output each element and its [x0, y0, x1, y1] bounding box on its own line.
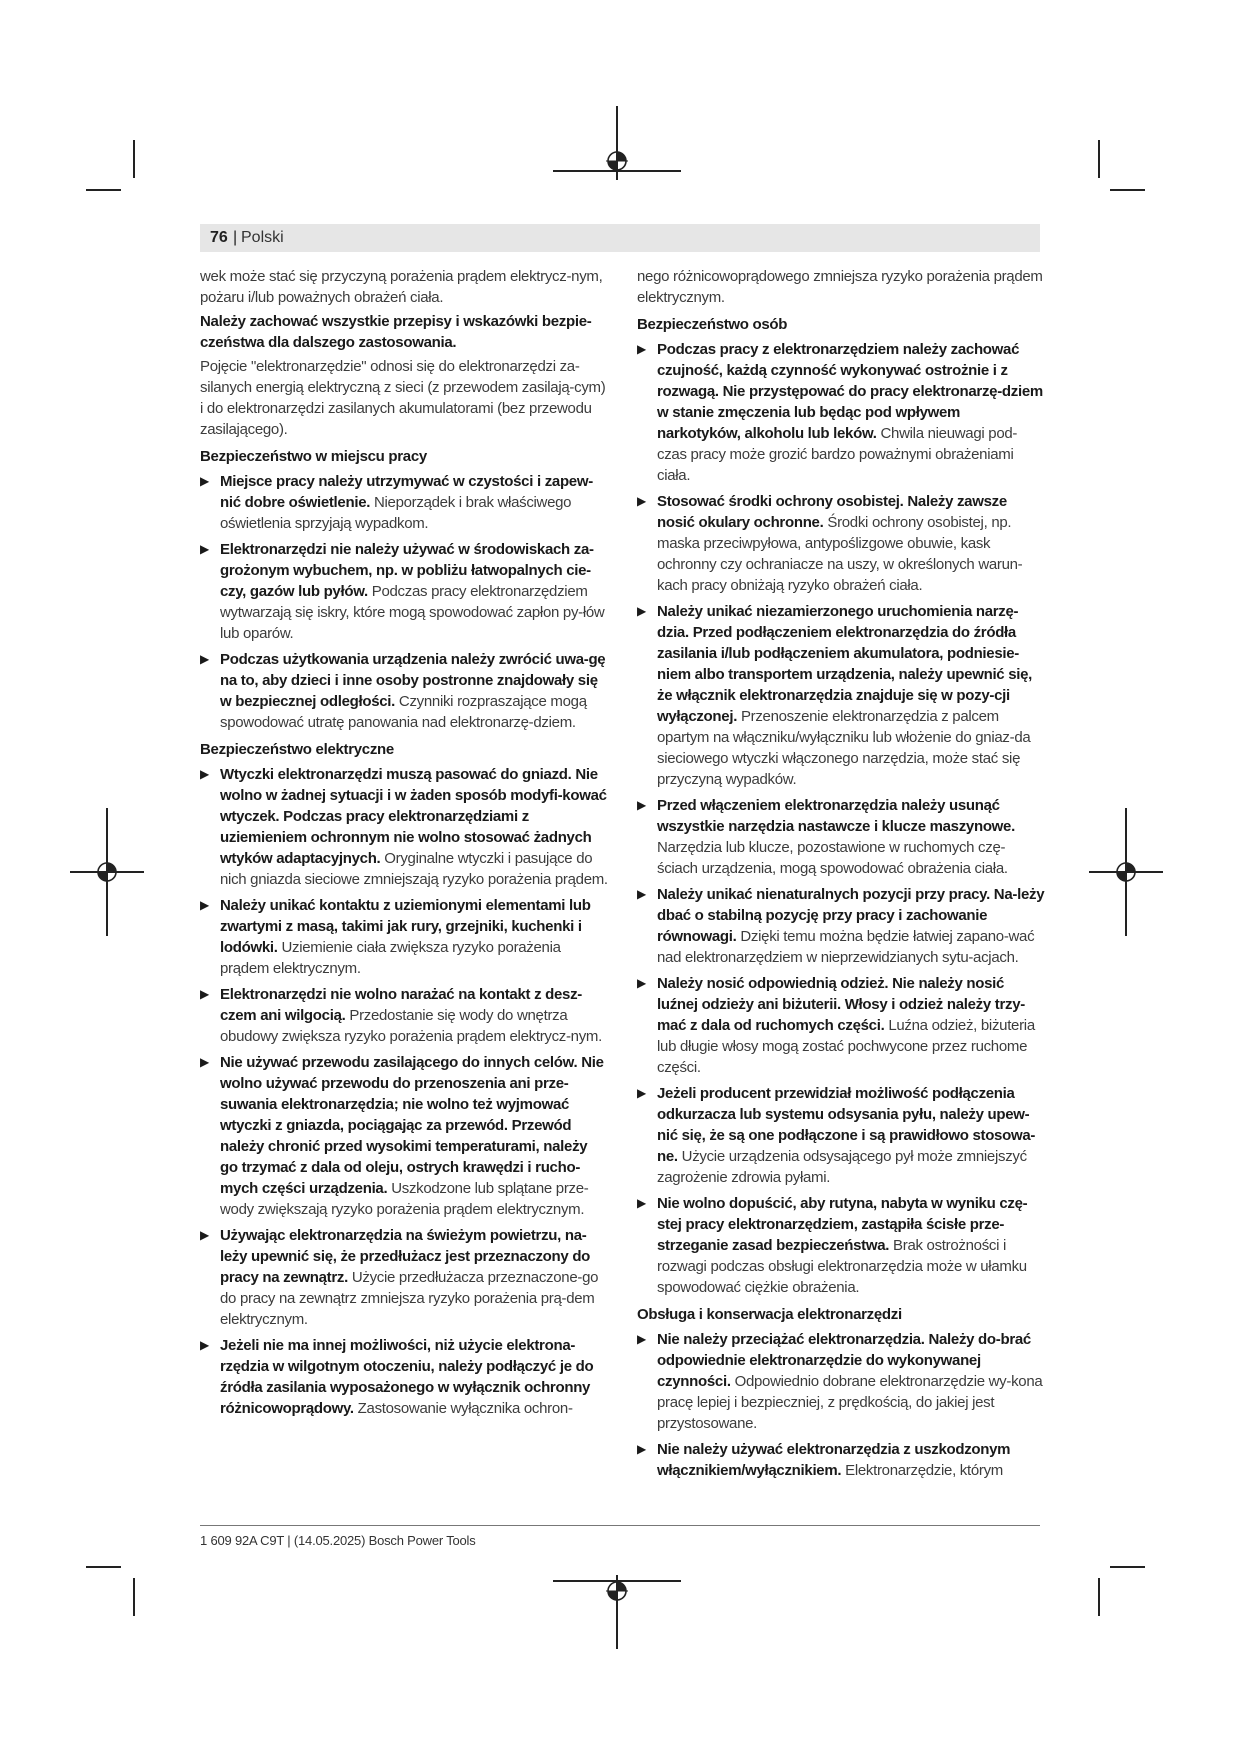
list-item: ▶ Używając elektronarzędzia na świeżym powietrzu, na-leży upewnić się, że przedłużacz jest przeznaczony do pracy na zewnątrz. Użycie przedłużacza przeznaczone-go do pracy na zewnątrz zmniejsza ryzyko porażenia prą-dem elektrycznym. — [200, 1227, 599, 1328]
list-item: ▶ Nie należy używać elektronarzędzia z uszkodzonym włącznikiem/wyłącznikiem. Elektronarzędzie, którym — [637, 1441, 1011, 1479]
crop-mark — [1110, 189, 1145, 191]
bullet-icon: ▶ — [637, 1196, 646, 1210]
paragraph: Należy zachować wszystkie przepisy i wskazówki bezpie-czeństwa dla dalszego zastosowania. — [200, 313, 592, 351]
bullet-icon: ▶ — [200, 474, 209, 488]
paragraph: nego różnicowoprądowego zmniejsza ryzyko porażenia prądem elektrycznym. — [637, 268, 1043, 306]
list-item: ▶ Stosować środki ochrony osobistej. Należy zawsze nosić okulary ochronne. Środki ochrony osobistej, np. maska przeciwpyłowa, antypoślizgowe obuwie, kask ochronny czy ochraniacze na uszy, w określonych warun-kach pracy obniżają ryzyko obrażeń ciała. — [637, 493, 1023, 594]
bullet-icon: ▶ — [637, 887, 646, 901]
list-item: ▶ Wtyczki elektronarzędzi muszą pasować do gniazd. Nie wolno w żadnej sytuacji i w żaden sposób modyfi-kować wtyczek. Podczas pracy elektronarzędziami z uziemieniem ochronnym nie wolno stosować żadnych wtyków adaptacyjnych. Oryginalne wtyczki i pasujące do nich gniazda sieciowe zmniejszają ryzyko porażenia prądem. — [200, 766, 608, 888]
page-number: 76 — [210, 229, 228, 246]
list-item: ▶ Należy unikać niezamierzonego uruchomienia narzę-dzia. Przed podłączeniem elektronarzędzia do źródła zasilania i/lub podłączeniem akumulatora, podniesie-niem albo transportem urządzenia, należy upewnić się, że włącznik elektronarzędzia znajduje się w pozy-cji wyłączonej. Przenoszenie elektronarzędzia z palcem opartym na włączniku/wyłączniku lub włożenie do gniaz-da sieciowego wtyczki włączonego narzędzia, może stać się przyczyną wypadków. — [637, 603, 1033, 788]
list-item: ▶ Należy unikać nienaturalnych pozycji przy pracy. Na-leży dbać o stabilną pozycję przy pracy i zachowanie równowagi. Dzięki temu można będzie łatwiej zapano-wać nad elektronarzędziem w nieprzewidzianych sytu-acjach. — [637, 886, 1045, 966]
section-heading-personal-safety: Bezpieczeństwo osób — [637, 316, 788, 333]
list-item: ▶ Podczas pracy z elektronarzędziem należy zachować czujność, każdą czynność wykonywać ostrożnie i z rozwagą. Nie przystępować do pracy elektronarzę-dziem w stanie zmęczenia lub będąc pod wpływem narkotyków, alkoholu lub leków. Chwila nieuwagi pod-czas pracy może grozić bardzo poważnymi obrażeniami ciała. — [637, 341, 1043, 484]
list-item: ▶ Należy nosić odpowiednią odzież. Nie należy nosić luźnej odzieży ani biżuterii. Włosy i odzież należy trzy-mać z dala od ruchomych części. Luźna odzież, biżuteria lub długie włosy mogą zostać pochwycone przez ruchome części. — [637, 975, 1035, 1076]
registration-mark-icon — [1115, 861, 1137, 883]
bullet-icon: ▶ — [200, 1055, 209, 1069]
left-column — [200, 266, 608, 1424]
footer-text: 1 609 92A C9T | (14.05.2025) Bosch Power Tools — [200, 1533, 476, 1548]
list-item: ▶ Podczas użytkowania urządzenia należy zwrócić uwa-gę na to, aby dzieci i inne osoby postronne znajdowały się w bezpiecznej odległości. Czynniki rozpraszające mogą spowodować utratę panowania nad elektronarzę-dziem. — [200, 651, 606, 731]
crop-mark — [133, 140, 135, 178]
right-column — [637, 266, 1045, 1486]
crop-mark — [1098, 140, 1100, 178]
crop-mark — [1098, 1578, 1100, 1616]
paragraph: wek może stać się przyczyną porażenia prądem elektrycz-nym, pożaru i/lub poważnych obrażeń ciała. — [200, 268, 603, 306]
bullet-icon: ▶ — [200, 898, 209, 912]
bullet-icon: ▶ — [637, 798, 646, 812]
bullet-icon: ▶ — [200, 767, 209, 781]
list-item: ▶ Należy unikać kontaktu z uziemionymi elementami lub zwartymi z masą, takimi jak rury, grzejniki, kuchenki i lodówki. Uziemienie ciała zwiększa ryzyko porażenia prądem elektrycznym. — [200, 897, 591, 977]
paragraph: Pojęcie "elektronarzędzie" odnosi się do elektronarzędzi za-silanych energią elektryczną z sieci (z przewodem zasilają-cym) i do elektronarzędzi zasilanych akumulatorami (bez przewodu zasilającego). — [200, 358, 606, 438]
list-item: ▶ Elektronarzędzi nie wolno narażać na kontakt z desz-czem ani wilgocią. Przedostanie się wody do wnętrza obudowy zwiększa ryzyko porażenia prądem elektrycz-nym. — [200, 986, 602, 1045]
registration-mark-icon — [96, 861, 118, 883]
crop-mark — [133, 1578, 135, 1616]
list-item: ▶ Miejsce pracy należy utrzymywać w czystości i zapew-nić dobre oświetlenie. Nieporządek i brak właściwego oświetlenia sprzyjają wypadkom. — [200, 473, 593, 532]
list-item: ▶ Elektronarzędzi nie należy używać w środowiskach za-grożonym wybuchem, np. w pobliżu łatwopalnych cie-czy, gazów lub pyłów. Podczas pracy elektronarzędziem wytwarzają się iskry, które mogą spowodować zapłon py-łów lub oparów. — [200, 541, 605, 642]
registration-mark-icon — [606, 1580, 628, 1602]
header-language: Polski — [241, 229, 284, 246]
crop-mark — [1110, 1566, 1145, 1568]
crop-mark — [86, 1566, 121, 1568]
crop-mark — [86, 189, 121, 191]
bullet-icon: ▶ — [637, 342, 646, 356]
list-item: ▶ Jeżeli nie ma innej możliwości, niż użycie elektrona-rzędzia w wilgotnym otoczeniu, należy podłączyć je do źródła zasilania wyposażonego w wyłącznik ochronny różnicowoprądowy. Zastosowanie wyłącznika ochron- — [200, 1337, 594, 1417]
section-heading-work-area: Bezpieczeństwo w miejscu pracy — [200, 448, 427, 465]
bullet-icon: ▶ — [637, 1332, 646, 1346]
footer-divider — [200, 1525, 1040, 1526]
registration-mark-icon — [606, 150, 628, 172]
bullet-icon: ▶ — [637, 976, 646, 990]
bullet-icon: ▶ — [637, 494, 646, 508]
header-separator: | — [233, 229, 238, 246]
bullet-icon: ▶ — [200, 542, 209, 556]
bullet-icon: ▶ — [200, 1338, 209, 1352]
bullet-icon: ▶ — [200, 987, 209, 1001]
bullet-icon: ▶ — [637, 604, 646, 618]
bullet-icon: ▶ — [200, 652, 209, 666]
list-item: ▶ Jeżeli producent przewidział możliwość podłączenia odkurzacza lub systemu odsysania pyłu, należy upew-nić się, że są one podłączone i są prawidłowo stosowa-ne. Użycie urządzenia odsysającego pył może zmniejszyć zagrożenie zdrowia pyłami. — [637, 1085, 1036, 1186]
list-item: ▶ Nie wolno dopuścić, aby rutyna, nabyta w wyniku czę-stej pracy elektronarzędziem, zastąpiła ścisłe prze-strzeganie zasad bezpieczeństwa. Brak ostrożności i rozwagi podczas obsługi elektronarzędzia może w ułamku spowodować ciężkie obrażenia. — [637, 1195, 1028, 1296]
section-heading-service: Obsługa i konserwacja elektronarzędzi — [637, 1306, 902, 1323]
bullet-icon: ▶ — [637, 1086, 646, 1100]
list-item: ▶ Nie używać przewodu zasilającego do innych celów. Nie wolno używać przewodu do przenoszenia ani prze-suwania elektronarzędzia; nie wolno też wyjmować wtyczki z gniazda, pociągając za przewód. Przewód należy chronić przed wysokimi temperaturami, należy go trzymać z dala od oleju, ostrych krawędzi i rucho-mych części urządzenia. Uszkodzone lub splątane prze-wody zwiększają ryzyko porażenia prądem elektrycznym. — [200, 1054, 604, 1218]
page-header-bar — [200, 224, 1040, 252]
bullet-icon: ▶ — [200, 1228, 209, 1242]
bullet-icon: ▶ — [637, 1442, 646, 1456]
section-heading-electrical: Bezpieczeństwo elektryczne — [200, 741, 394, 758]
list-item: ▶ Przed włączeniem elektronarzędzia należy usunąć wszystkie narzędzia nastawcze i klucze maszynowe. Narzędzia lub klucze, pozostawione w ruchomych czę-ściach urządzenia, mogą spowodować obrażenia ciała. — [637, 797, 1015, 877]
list-item: ▶ Nie należy przeciążać elektronarzędzia. Należy do-brać odpowiednie elektronarzędzie do wykonywanej czynności. Odpowiednio dobrane elektronarzędzie wy-kona pracę lepiej i bezpieczniej, z prędkością, do jakiej jest przystosowane. — [637, 1331, 1043, 1432]
